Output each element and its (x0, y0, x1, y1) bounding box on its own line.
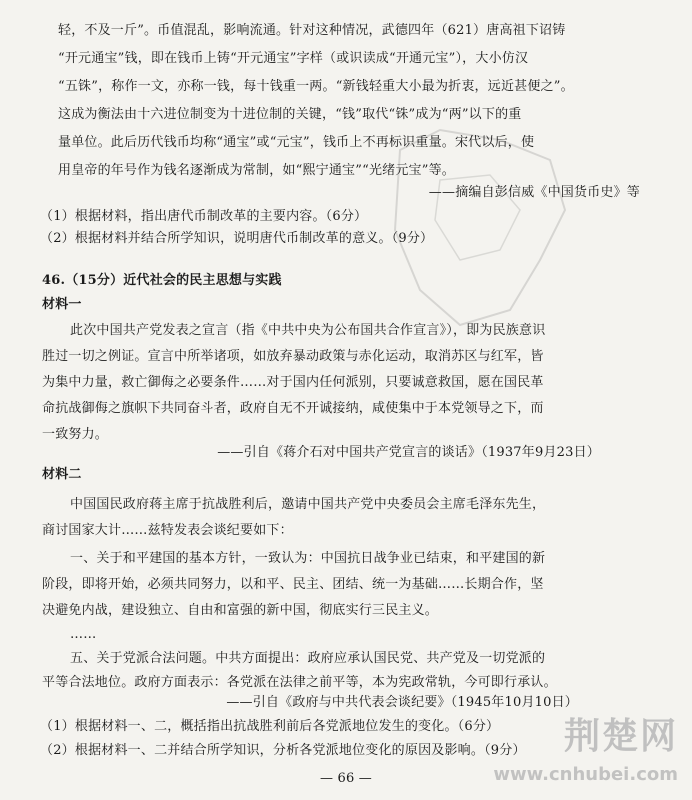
material-text-line: 中国国民政府蒋主席于抗战胜利后，邀请中国共产党中央委员会主席毛泽东先生， (70, 497, 546, 512)
material-text-line: 商讨国家大计……兹特发表会谈纪要如下： (42, 523, 293, 538)
material-label: 材料二 (42, 467, 82, 482)
material-text-line: 阶段，即将开始，必须共同努力，以和平、民主、团结、统一为基础……长期合作，坚 (42, 577, 544, 592)
paragraph-line: “开元通宝”钱，即在钱币上铸“开元通宝”字样（或识读成“开通元宝”），大小仿汉 (58, 51, 529, 66)
material-label: 材料一 (42, 297, 82, 312)
source-citation: ——引自《政府与中共代表会谈纪要》（1945年10月10日） (226, 695, 578, 710)
watermark-url: www.cnhubei.com (493, 764, 678, 785)
paragraph-line: 轻，不及一斤”。币值混乱，影响流通。针对这种情况，武德四年（621）唐高祖下诏铸 (58, 23, 566, 38)
paragraph-line: 量单位。此后历代钱币均称“通宝”或“元宝”，钱币上不再标识重量。宋代以后，使 (58, 135, 535, 150)
page-number: — 66 — (319, 771, 372, 786)
paragraph-line: 这成为衡法由十六进位制变为十进位制的关键，“钱”取代“铢”成为“两”以下的重 (58, 107, 522, 122)
material-text-line: 一、关于和平建国的基本方针，一致认为：中国抗日战争业已结束，和平建国的新 (70, 551, 546, 566)
paragraph-line: 用皇帝的年号作为钱名逐渐成为常制，如“熙宁通宝”“光绪元宝”等。 (58, 163, 455, 178)
source-citation: ——引自《蒋介石对中国共产党宣言的谈话》（1937年9月23日） (217, 445, 600, 460)
ellipsis: …… (70, 627, 97, 642)
material-text-line: 五、关于党派合法问题。中共方面提出：政府应承认国民党、共产党及一切党派的 (70, 651, 546, 666)
question-item: （2）根据材料一、二并结合所学知识，分析各党派地位变化的原因及影响。（9分） (40, 743, 526, 758)
watermark-logo: 荆楚网 (563, 715, 678, 757)
material-text-line: 一致努力。 (42, 427, 109, 442)
material-text-line: 命抗战御侮之旗帜下共同奋斗者，政府自无不开诚接纳，咸使集中于本党领导之下，而 (42, 401, 544, 416)
question-heading: 46.（15分）近代社会的民主思想与实践 (42, 273, 282, 288)
question-item: （1）根据材料一、二，概括指出抗战胜利前后各党派地位发生的变化。（6分） (40, 719, 500, 734)
question-item: （2）根据材料并结合所学知识，说明唐代币制改革的意义。（9分） (40, 231, 434, 246)
material-text-line: 平等合法地位。政府方面表示：各党派在法律之前平等，本为宪政常轨，今可即行承认。 (42, 675, 557, 690)
material-text-line: 胜过一切之例证。宣言中所举诸项，如放弃暴动政策与赤化运动，取消苏区与红军，皆 (42, 349, 544, 364)
question-item: （1）根据材料，指出唐代币制改革的主要内容。（6分） (40, 209, 368, 224)
paragraph-line: “五铢”，称作一文，亦称一钱，每十钱重一两。“新钱轻重大小最为折衷，远近甚便之”。 (58, 79, 574, 94)
material-text-line: 此次中国共产党发表之宣言（指《中共中央为公布国共合作宣言》），即为民族意识 (70, 323, 546, 338)
material-text-line: 为集中力量，救亡御侮之必要条件……对于国内任何派别，只要诚意救国，愿在国民革 (42, 375, 544, 390)
material-text-line: 决避免内战，建设独立、自由和富强的新中国，彻底实行三民主义。 (42, 603, 439, 618)
source-citation: ——摘编自彭信威《中国货币史》等 (428, 185, 640, 200)
